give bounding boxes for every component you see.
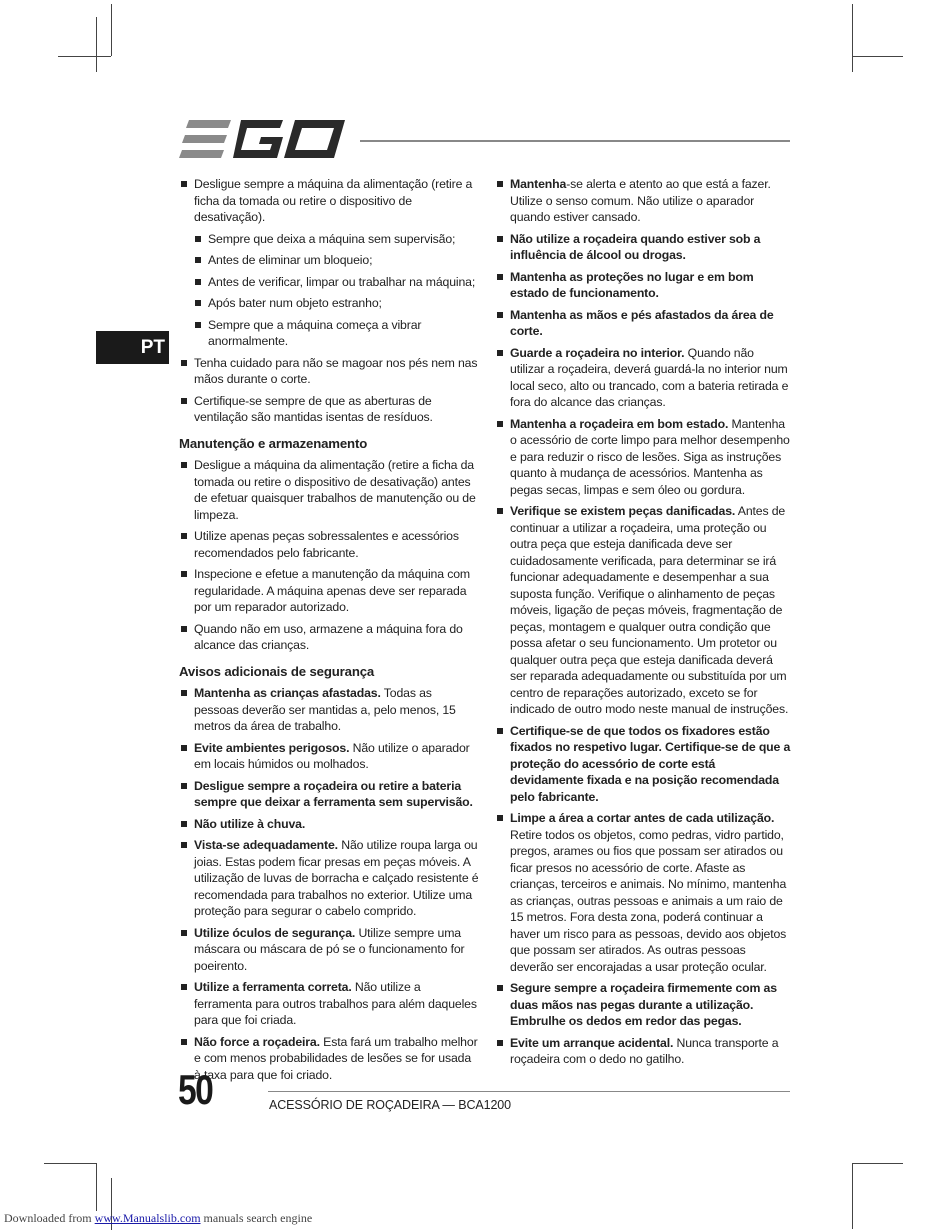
- crop-mark: [96, 17, 97, 72]
- section-heading-maintenance: Manutenção e armazenamento: [179, 435, 368, 451]
- list-item: [495, 980, 791, 1030]
- list-item-text: Tenha cuidado para não se magoar nos pés nem nas mãos durante o corte.: [194, 355, 478, 386]
- left-column: [179, 176, 479, 1088]
- header-rule: [360, 140, 790, 142]
- list-item: [495, 231, 791, 264]
- list-item: [495, 307, 791, 340]
- list-item-bold: Evite um arranque acidental.: [510, 1035, 674, 1050]
- list-item: [179, 393, 479, 426]
- list-item-text: Retire todos os objetos, como pedras, vidro partido, pregos, arames ou fios que possam ser atirados ou ficar presos no acessório de corte. Afaste as crianças, terceiros e animais. No mínimo, mantenha as crianças, outras pessoas e animais a um raio de 15 metros. Fora desta zona, poderá continuar a haver um risco para as pessoas, devido aos objetos que possam ser atirados. As outras pessoas deverão ser encorajadas a usar proteção ocular.: [510, 827, 787, 974]
- list-item-bold: Certifique-se de que todos os fixadores estão fixados no respetivo lugar. Certifique-se de que a proteção do acessório de corte está devidamente fixada e na posição recomendada pelo fabricante.: [510, 723, 791, 804]
- crop-mark: [111, 4, 112, 56]
- crop-mark: [96, 1163, 97, 1211]
- list-item-text: Utilize apenas peças sobressalentes e acessórios recomendados pelo fabricante.: [194, 529, 459, 560]
- list-item-text: Sempre que deixa a máquina sem supervisão;: [208, 231, 456, 246]
- list-item: [179, 621, 479, 654]
- list-item-text: Desligue a máquina da alimentação (retire a ficha da tomada ou retire o dispositivo de desativação) antes de efetuar quaisquer trabalhos de manutenção ou de limpeza.: [194, 458, 476, 522]
- crop-mark: [852, 4, 853, 72]
- list-item-bold: Utilize a ferramenta correta.: [194, 980, 352, 994]
- list-item: [495, 810, 791, 975]
- footer-rule: [268, 1091, 790, 1092]
- list-item-bold: Mantenha a roçadeira em bom estado.: [510, 416, 729, 431]
- list-item-text: Antes de verificar, limpar ou trabalhar na máquina;: [208, 274, 476, 289]
- list-item: [495, 345, 791, 411]
- footer-title: ACESSÓRIO DE ROÇADEIRA — BCA1200: [269, 1098, 512, 1112]
- list-item: [179, 837, 479, 920]
- list-item-text: Quando não utilizar a roçadeira, deverá guardá-la no interior num local seco, alto ou trancado, com a bateria retirada e fora do alcance das crianças.: [510, 345, 789, 409]
- sub-list-item: [193, 295, 479, 312]
- list-item-text: Quando não em uso, armazene a máquina fora do alcance das crianças.: [194, 621, 463, 652]
- list-item-bold: Mantenha as crianças afastadas.: [194, 686, 381, 700]
- list-item-bold: Vista-se adequadamente.: [194, 838, 338, 852]
- list-item: [495, 176, 791, 226]
- right-column: [495, 176, 791, 1073]
- crop-mark: [58, 56, 96, 57]
- list-item-text: Utilize sempre uma máscara ou máscara de pó se o funcionamento for poeirento.: [194, 925, 465, 973]
- list-item-text: -se alerta e atento ao que está a fazer. Utilize o senso comum. Não utilize o aparador quando estiver cansado.: [510, 177, 771, 224]
- list-item: [179, 979, 479, 1029]
- ego-logo: [179, 120, 345, 160]
- crop-mark: [96, 56, 111, 57]
- download-suffix: manuals search engine: [200, 1211, 313, 1225]
- list-item-text: Esta fará um trabalho melhor e com menos probabilidades de lesões se for usada à taxa para que foi criado.: [194, 1034, 478, 1082]
- list-item-text: Desligue sempre a máquina da alimentação (retire a ficha da tomada ou retire o dispositivo de desativação).: [194, 177, 473, 224]
- list-item-text: Nunca transporte a roçadeira com o dedo no gatilho.: [510, 1035, 779, 1066]
- list-item: [495, 723, 791, 806]
- list-item-text: Todas as pessoas deverão ser mantidas a, pelo menos, 15 metros da área de trabalho.: [194, 686, 456, 733]
- list-item-bold: Não force a roçadeira.: [194, 1034, 320, 1049]
- list-item-bold: Evite ambientes perigosos.: [194, 740, 350, 755]
- crop-mark: [853, 1163, 903, 1164]
- list-item-text: Mantenha o acessório de corte limpo para melhor desempenho e para reduzir o risco de lesões. Siga as instruções quanto à mudança de acessórios. Mantenha as pegas secas, limpas e sem óleo ou gordura.: [510, 416, 790, 497]
- list-item: [179, 176, 479, 226]
- list-item-text: Após bater num objeto estranho;: [208, 296, 382, 310]
- language-tab: PT: [96, 331, 169, 364]
- list-item-text: Não utilize a ferramenta para outros trabalhos para além daqueles para que foi criada.: [194, 980, 477, 1027]
- page-number: 50: [178, 1066, 213, 1113]
- list-item-bold: Desligue sempre a roçadeira ou retire a bateria sempre que deixar a ferramenta sem supervisão.: [194, 778, 473, 809]
- list-item: [179, 925, 479, 975]
- list-item: [179, 778, 479, 811]
- list-item-text: Antes de eliminar um bloqueio;: [208, 253, 373, 267]
- section-heading-additional-warnings: Avisos adicionais de segurança: [179, 663, 375, 679]
- list-item-text: Antes de continuar a utilizar a roçadeira, uma proteção ou outra peça que esteja danificada deve ser cuidadosamente verificada, para determinar se irá funcionar adequadamente e desempenhar a sua suposta função. Verifique o alinhamento de peças móveis, ligação de peças móveis, fragmentação de peças, montagem e qualquer outra condição que possa afetar o seu funcionamento. Um protetor ou qualquer outra peça que esteja danificada deverá ser reparada adequadamente ou substituída por um centro de reparações autorizado, exceto se for indicado de outro modo neste manual de instruções.: [510, 504, 789, 716]
- list-item: [179, 566, 479, 616]
- crop-mark: [44, 1163, 96, 1164]
- list-item-bold: Mantenha: [510, 177, 567, 191]
- list-item-bold: Mantenha as mãos e pés afastados da área de corte.: [510, 307, 774, 338]
- sub-list-item: [193, 317, 479, 350]
- list-item-text: Não utilize o aparador em locais húmidos ou molhados.: [194, 740, 470, 771]
- list-item: [179, 740, 479, 773]
- list-item: [179, 457, 479, 523]
- list-item: [495, 1035, 791, 1068]
- download-credit: [4, 1211, 312, 1226]
- crop-mark: [853, 56, 903, 57]
- sub-list-item: [193, 252, 479, 269]
- list-item-bold: Limpe a área a cortar antes de cada utilização.: [510, 811, 775, 825]
- list-item-bold: Guarde a roçadeira no interior.: [510, 345, 685, 360]
- list-item-text: Sempre que a máquina começa a vibrar anormalmente.: [208, 317, 422, 348]
- list-item-bold: Segure sempre a roçadeira firmemente com as duas mãos nas pegas durante a utilização. Embrulhe os dedos em redor das pegas.: [510, 981, 777, 1028]
- list-item-text: Inspecione e efetue a manutenção da máquina com regularidade. A máquina apenas deve ser reparada por um reparador autorizado.: [194, 567, 470, 614]
- list-item-text: Certifique-se sempre de que as aberturas de ventilação são mantidas isentas de resíduos.: [194, 393, 433, 424]
- list-item: [495, 416, 791, 499]
- sub-list-item: [193, 274, 479, 291]
- list-item: [495, 503, 791, 718]
- list-item: [179, 355, 479, 388]
- list-item-bold: Verifique se existem peças danificadas.: [510, 504, 736, 518]
- list-item-bold: Não utilize a roçadeira quando estiver sob a influência de álcool ou drogas.: [510, 231, 761, 262]
- sub-list-item: [193, 231, 479, 248]
- list-item-bold: Mantenha as proteções no lugar e em bom estado de funcionamento.: [510, 269, 754, 300]
- list-item: [495, 269, 791, 302]
- list-item: [179, 685, 479, 735]
- list-item: [179, 816, 479, 833]
- list-item-bold: Não utilize à chuva.: [194, 816, 306, 831]
- list-item-bold: Utilize óculos de segurança.: [194, 925, 356, 940]
- manualslib-link[interactable]: www.Manualslib.com: [94, 1211, 201, 1225]
- list-item: [179, 1034, 479, 1084]
- download-prefix: Downloaded from: [4, 1211, 95, 1225]
- crop-mark: [852, 1163, 853, 1229]
- list-item: [179, 528, 479, 561]
- list-item-text: Não utilize roupa larga ou joias. Estas podem ficar presas em peças móveis. A utilização de luvas de borracha e calçado resistente é recomendada para trabalhos no exterior. Utilize uma proteção para segurar o cabelo comprido.: [194, 838, 479, 918]
